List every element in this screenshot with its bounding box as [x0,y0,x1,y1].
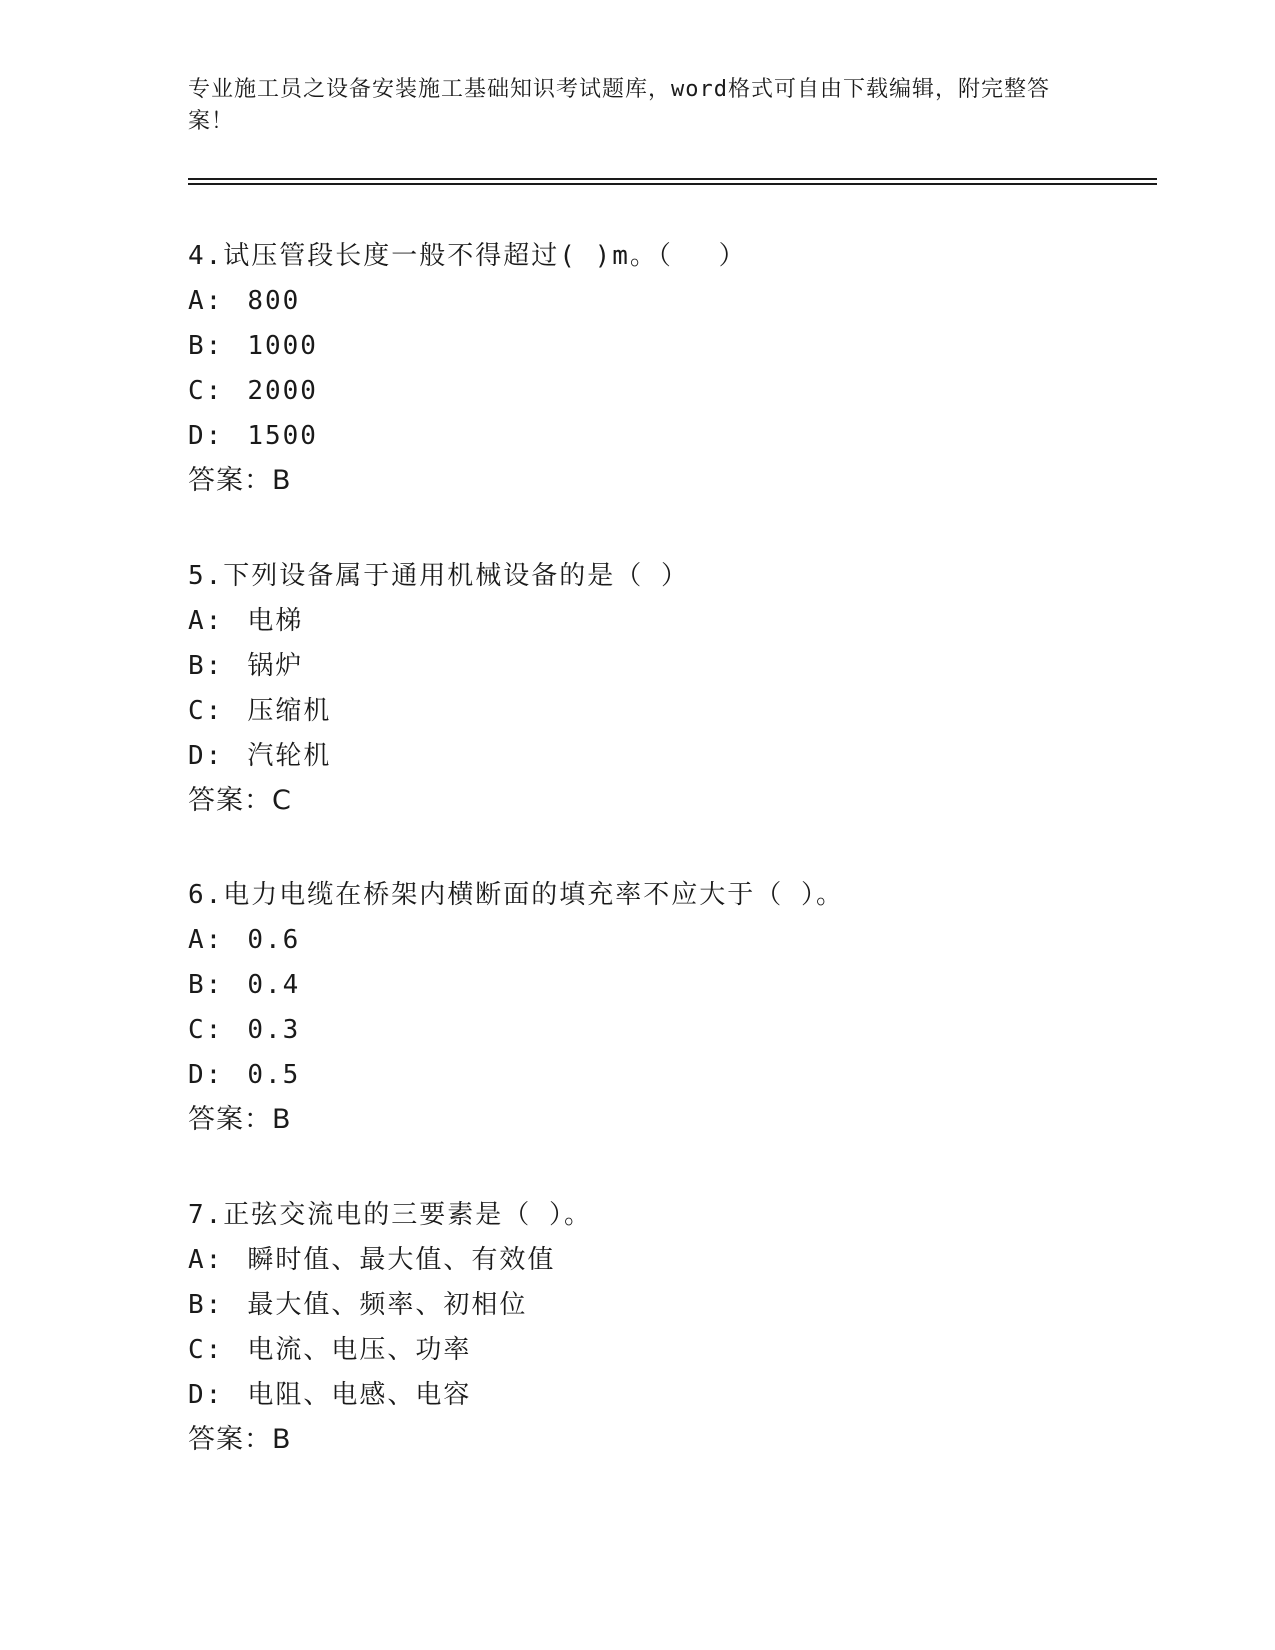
option-value: 电阻、电感、电容 [247,1380,472,1410]
option-a [188,606,1148,636]
option-value: 0.6 [247,925,301,955]
option-letter: C: [188,1335,224,1365]
option-a [188,925,1148,955]
option-letter: D: [188,421,224,451]
option-letter: A: [188,606,224,636]
answer-line: 答案：C [188,785,292,816]
option-letter: C: [188,376,224,406]
option-letter: B: [188,970,224,1000]
option-letter: A: [188,925,224,955]
question-5 [188,561,1148,816]
option-letter: D: [188,1060,224,1090]
document-header: 专业施工员之设备安装施工基础知识考试题库，word格式可自由下载编辑，附完整答案！ [188,77,1050,134]
option-d [188,741,1148,771]
option-a [188,286,1148,316]
option-letter: A: [188,286,224,316]
question-6 [188,880,1148,1135]
option-letter: C: [188,1015,224,1045]
option-value: 1500 [247,421,318,451]
header-divider-bottom [188,183,1157,185]
option-letter: D: [188,1380,224,1410]
option-b [188,651,1148,681]
option-value: 电流、电压、功率 [247,1335,472,1365]
option-letter: A: [188,1245,224,1275]
question-7 [188,1200,1148,1455]
option-c [188,1335,1148,1365]
question-4 [188,241,1148,496]
option-value: 电梯 [247,606,304,636]
option-a [188,1245,1148,1275]
option-value: 1000 [247,331,318,361]
answer-line: 答案：B [188,1424,292,1455]
option-b [188,1290,1148,1320]
option-value: 800 [247,286,301,316]
option-letter: C: [188,696,224,726]
option-d [188,421,1148,451]
option-d [188,1380,1148,1410]
option-value: 锅炉 [247,651,304,681]
option-value: 汽轮机 [247,741,332,771]
option-value: 2000 [247,376,318,406]
option-letter: D: [188,741,224,771]
option-value: 0.5 [247,1060,301,1090]
option-letter: B: [188,1290,224,1320]
option-b [188,331,1148,361]
option-value: 瞬时值、最大值、有效值 [247,1245,556,1275]
option-c [188,1015,1148,1045]
answer-line: 答案：B [188,1104,292,1135]
question-text: 6.电力电缆在桥架内横断面的填充率不应大于（ ）。 [188,880,844,910]
option-c [188,376,1148,406]
header-divider-top [188,178,1157,180]
option-letter: B: [188,651,224,681]
option-letter: B: [188,331,224,361]
option-value: 压缩机 [247,696,332,726]
option-c [188,696,1148,726]
question-text: 4.试压管段长度一般不得超过( )m。（ ） [188,241,747,271]
option-b [188,970,1148,1000]
option-d [188,1060,1148,1090]
answer-line: 答案：B [188,465,292,496]
question-text: 5.下列设备属于通用机械设备的是（ ） [188,561,689,591]
option-value: 最大值、频率、初相位 [247,1290,528,1320]
option-value: 0.3 [247,1015,301,1045]
option-value: 0.4 [247,970,301,1000]
question-text: 7.正弦交流电的三要素是（ ）。 [188,1200,592,1230]
